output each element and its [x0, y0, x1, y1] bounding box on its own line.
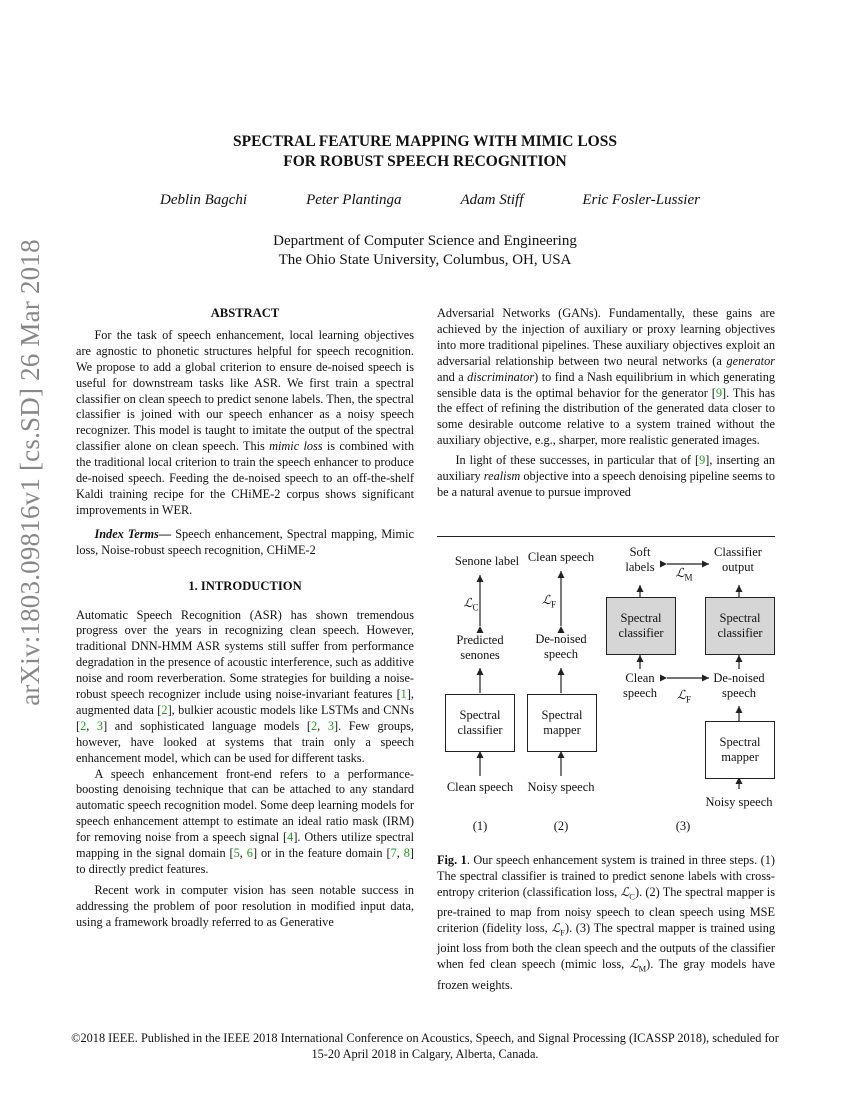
spectral-classifier-box-1: Spectral classifier — [445, 694, 515, 752]
spectral-mapper-box-3: Spectral mapper — [705, 721, 775, 779]
left-column — [76, 306, 414, 931]
predicted-senones-label: Predicted senones — [456, 633, 504, 662]
paper-title — [0, 132, 850, 172]
title-line-2: FOR ROBUST SPEECH RECOGNITION — [283, 153, 567, 170]
clean-speech-input-1: Clean speech — [446, 780, 514, 794]
step-3-label: (3) — [675, 819, 691, 833]
loss-c-label: ℒ$_C$ — [463, 596, 479, 613]
noisy-speech-input-3: Noisy speech — [705, 795, 773, 809]
affiliation — [0, 232, 850, 270]
author-2: Peter Plantinga — [306, 192, 402, 208]
denoised-speech-label-3: De-noised speech — [713, 671, 765, 700]
noisy-speech-input-2: Noisy speech — [527, 780, 595, 794]
spectral-classifier-frozen-box-b: Spectral classifier — [705, 597, 775, 655]
loss-m-label: ℒ$_M$ — [675, 566, 693, 583]
classifier-output-label: Classifier output — [714, 545, 762, 574]
step-1-label: (1) — [472, 819, 488, 833]
arxiv-sidebar — [0, 238, 60, 706]
author-3: Adam Stiff — [460, 192, 524, 208]
soft-labels-label: Soft labels — [625, 545, 655, 574]
spectral-mapper-box-2: Spectral mapper — [527, 694, 597, 752]
figure-caption: Fig. 1. Our speech enhancement system is trained in three steps. (1) The spectral classifier is trained to predict senone labels with cross-entropy criterion (classification loss, ℒ$_C$). (2) The spectral mapper is pre-trained to map from noisy speech to clean speech using MSE criterion (fidelity loss, ℒ$_F$). (3) The spectral mapper is trained using joint loss from both the clean speech and the outputs of the classifier when fed clean speech (mimic loss, ℒ$_M$). The gray models have frozen weights. — [437, 853, 775, 992]
author-4: Eric Fosler-Lussier — [582, 192, 700, 208]
introduction-heading: 1. INTRODUCTION — [188, 578, 302, 593]
intro-paragraph-2: A speech enhancement front-end refers to a performance-boosting denoising technique that can be attached to any standard automatic speech recognition model. Some deep learning models for speech enhancement attempt to estimate an ideal ratio mask (IRM) for removing noise from a speech signal [4]. Others utilize spectral mapping in the signal domain [5, 6] or in the feature domain [7, 8] to directly predict features. — [76, 766, 414, 876]
spectral-classifier-frozen-box-a: Spectral classifier — [606, 597, 676, 655]
author-1: Deblin Bagchi — [160, 192, 248, 208]
step-2-label: (2) — [553, 819, 569, 833]
figure-top-rule — [437, 536, 775, 537]
index-terms: Index Terms— Speech enhancement, Spectral mapping, Mimic loss, Noise-robust speech recognition, CHiME-2 — [76, 526, 414, 557]
arxiv-identifier: arXiv:1803.09816v1 [cs.SD] 26 Mar 2018 — [14, 238, 45, 706]
affiliation-line-1: Department of Computer Science and Engineering — [273, 233, 577, 249]
copyright-footer: ©2018 IEEE. Published in the IEEE 2018 International Conference on Acoustics, Speech, and Signal Processing (ICASSP 2018), scheduled for 15-20 April 2018 in Calgary, Alberta, Canada. — [71, 1031, 779, 1061]
denoised-speech-label-2: De-noised speech — [535, 632, 587, 661]
senone-label-text: Senone label — [454, 554, 520, 568]
right-paragraph-1: Adversarial Networks (GANs). Fundamentally, these gains are achieved by the injection of auxiliary or proxy learning objectives into more traditional pipelines. These auxiliary objectives exploit an adversarial relationship between two neural networks (a generator and a discriminator) to find a Nash equilibrium in which generating sensible data is the optimal behavior for the generator [9]. This has the effect of refining the distribution of the generated data closer to some desirable outcome relative to a system trained without the auxiliary objective, e.g., sharper, more realistic generated images. — [437, 306, 775, 448]
right-column — [437, 306, 775, 501]
title-line-1: SPECTRAL FEATURE MAPPING WITH MIMIC LOSS — [233, 133, 617, 150]
abstract-heading: ABSTRACT — [210, 306, 280, 320]
loss-f-label: ℒ$_F$ — [541, 593, 557, 610]
author-list — [160, 192, 700, 209]
intro-paragraph-3: Recent work in computer vision has seen notable success in addressing the problem of poor resolution in modified input data, using a framework broadly referred to as Generative — [76, 882, 414, 929]
caption-label: Fig. 1 — [437, 853, 467, 867]
right-paragraph-2: In light of these successes, in particular that of [9], inserting an auxiliary realism objective into a speech denoising pipeline seems to be a natural avenue to pursue improved — [437, 453, 775, 499]
abstract-paragraph: For the task of speech enhancement, local learning objectives are agnostic to phonetic structures helpful for speech recognition. We propose to add a global criterion to ensure de-noised speech is useful for downstream tasks like ASR. We first train a spectral classifier on clean speech to predict senone labels. Then, the spectral classifier is joined with our speech enhancer as a noisy speech recognizer. This model is taught to imitate the output of the spectral classifier alone on clean speech. This mimic loss is combined with the traditional local criterion to train the speech enhancer to produce de-noised speech. Feeding the de-noised speech to an off-the-shelf Kaldi training recipe for the CHiME-2 corpus shows significant improvements in WER. — [76, 327, 414, 517]
loss-f-label-3: ℒ$_F$ — [676, 688, 692, 705]
clean-speech-target-label: Clean speech — [527, 550, 595, 564]
affiliation-line-2: The Ohio State University, Columbus, OH, USA — [278, 252, 572, 268]
intro-paragraph-1: Automatic Speech Recognition (ASR) has shown tremendous progress over the years in recognizing clean speech. However, traditional DNN-HMM ASR systems still suffer from performance degradation in the presence of acoustic interference, such as additive noise and room reverberation. Some strategies for building a noise-robust speech recognizer include using noise-invariant features [1], augmented data [2], bulkier acoustic models like LSTMs and CNNs [2, 3] and sophisticated language models [2, 3]. Few groups, however, have looked at systems that train only a speech enhancement model, which can be used for different tasks. — [76, 607, 415, 765]
clean-speech-label-3: Clean speech — [622, 671, 657, 700]
